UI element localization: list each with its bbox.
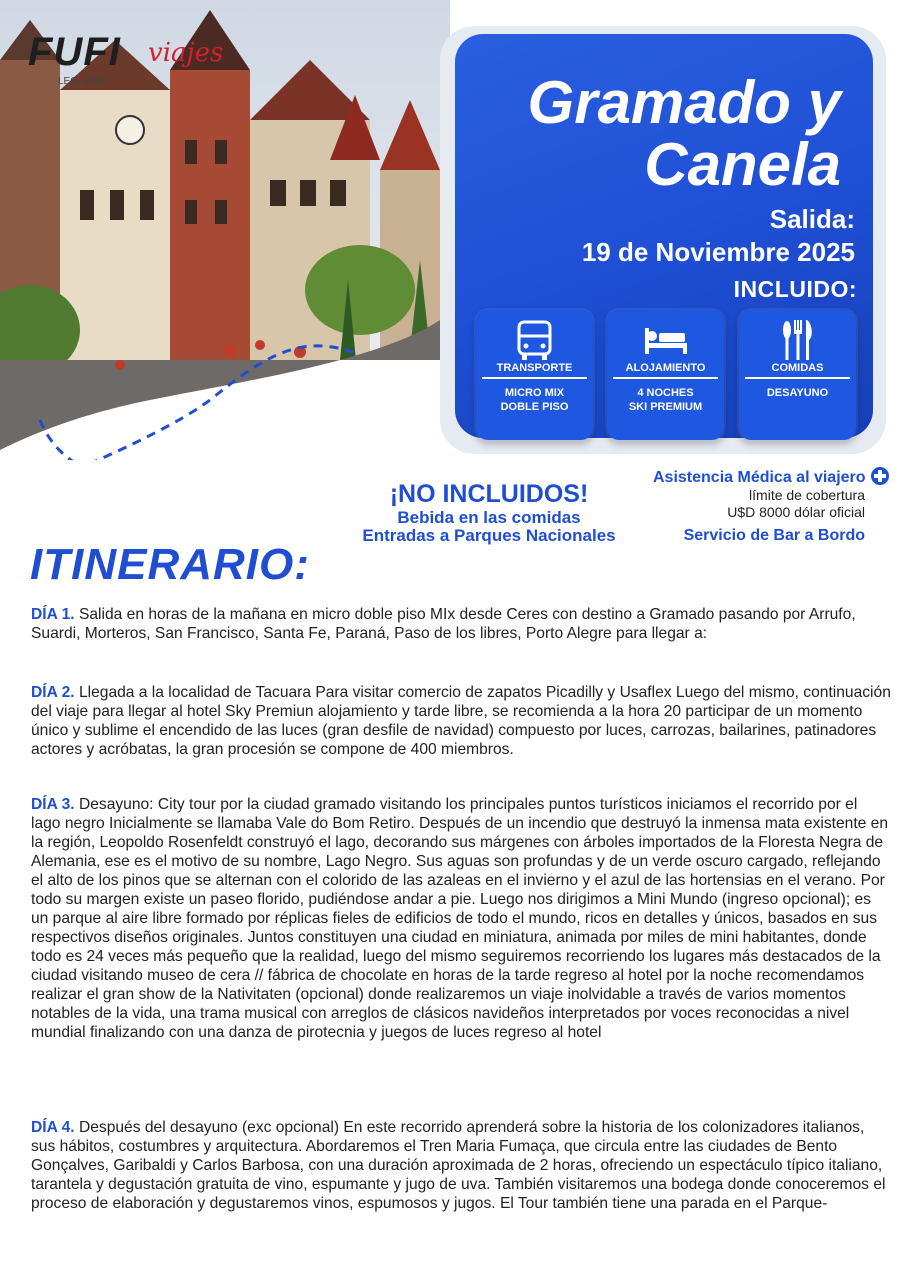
day-4-text: Después del desayuno (exc opcional) En este recorrido aprenderá sobre la historia de los colonizadores italianos, sus hábitos, costumbres y arquitectura. Abordaremos el Tren Maria Fumaça, que circula entre las ciudades de Bento Gonçalves, Garibaldi y Carlos Barbosa, con una duración aproximada de 2 horas, ofreciendo un espectáculo típico italiano, tarantela y degustación gratuita de vino, espumante y jugo de uva. También visitaremos una bodega donde conoceremos el proceso de elaboración y degustaremos vinos, espumosos y jugos. El Tour también tiene una parada en el Parque- — [31, 1119, 886, 1212]
day-4-label: DÍA 4. — [31, 1119, 75, 1136]
bus-icon — [476, 318, 593, 362]
departure-date: 19 de Noviembre 2025 — [581, 237, 855, 267]
card-meals-value — [743, 386, 852, 400]
day-3-text: Desayuno: City tour por la ciudad gramado visitando los principales puntos turísticos iniciamos el recorrido por el lago negro Inicialmente se llamaba Vale do Bom Retiro. Después de un incendio que destruyó la inmensa mata existente en la región, Leopoldo Rosenfeldt construyó el lago, decorando sus márgenes con árboles importados de la Floresta Negra de Alemania, ese es el motivo de su nombre, Lago Negro. Sus aguas son profundas y de un verde oscuro cargado, reflejando el alto de los pinos que se alternan con el colorido de las azaleas en el invierno y el azul de las hortensias en el verano. Por todo su margen existe un paseo florido, pudiéndose andar a pie. Luego nos dirigimos a Mini Mundo (ingreso opcional); es un parque al aire libre formado por réplicas fieles de edificios de todo el mundo, ricos en detalles y únicos, basados en sus respectivos diseños originales. Juntos constituyen una ciudad en miniatura, animada por miles de mini habitantes, donde todo es 24 veces más pequeño que la realidad, luego del mismo seguiremos recorriendo los lugares más destacados de la ciudad visitando museo de cera // fábrica de chocolate en horas de la tarde regreso al hotel por la noche recomendamos realizar el gran show de la Nativitaten (opcional) donde realizaremos un viaje inolvidable a través de varios momentos notables de la vida, una trama musical con arreglos de clásicos navideños interpretados por voces reconocidas a nivel mundial finalizando con una danza de pirotecnia y juegos de luces regreso al hotel — [31, 796, 889, 1041]
day-1-label: DÍA 1. — [31, 606, 75, 623]
card-transport-value-2: DOBLE PISO — [500, 401, 569, 413]
medical-assistance-title-text: Asistencia Médica al viajero — [653, 469, 866, 486]
card-meals — [739, 310, 856, 440]
day-1-text: Salida en horas de la mañana en micro doble piso MIx desde Ceres con destino a Gramado pasando por Arrufo, Suardi, Morteros, San Francisco, Santa Fe, Paraná, Paso de los libres, Porto Alegre para llegar a: — [31, 606, 856, 642]
itinerary-day-1 — [31, 605, 891, 643]
not-included-item-1: Bebida en las comidas — [397, 508, 581, 527]
card-lodging-value-2: SKI PREMIUM — [628, 401, 703, 413]
brand-name: FUFI — [28, 30, 121, 74]
bed-icon — [607, 318, 724, 362]
not-included-item-2: Entradas a Parques Nacionales — [362, 526, 616, 545]
card-lodging — [607, 310, 724, 440]
card-transport-value-1: MICRO MIX — [504, 387, 565, 399]
title-line-1: Gramado y — [527, 69, 841, 136]
medical-plus-icon — [870, 466, 890, 486]
itinerary-day-3 — [31, 795, 891, 1042]
card-meals-label: COMIDAS — [745, 362, 850, 379]
destination-title — [527, 69, 841, 198]
card-meals-value-1: DESAYUNO — [766, 387, 829, 399]
day-2-label: DÍA 2. — [31, 684, 75, 701]
included-label: INCLUIDO: — [733, 276, 857, 302]
day-3-label: DÍA 3. — [31, 796, 75, 813]
cutlery-icon — [739, 318, 856, 362]
onboard-bar-service: Servicio de Bar a Bordo — [683, 527, 865, 544]
title-line-2: Canela — [644, 131, 841, 198]
not-included-section — [330, 480, 648, 545]
medical-assistance-section — [640, 466, 890, 545]
itinerary-day-2 — [31, 683, 891, 759]
day-2-text: Llegada a la localidad de Tacuara Para visitar comercio de zapatos Picadilly y Usaflex Luego del mismo, continuación del viaje para llegar al hotel Sky Premiun alojamiento y tarde libre, se recomienda a la hora 20 participar de un momento único y sublime el encendido de las luces (gran desfile de navidad) compuesto por luces, carrozas, bailarines, patinadores actores y acróbatas, la gran procesión se compone de 400 miembros. — [31, 684, 891, 758]
brand-logo — [28, 30, 224, 87]
card-lodging-value-1: 4 NOCHES — [637, 387, 694, 399]
coverage-amount: U$D 8000 dólar oficial — [727, 504, 865, 520]
itinerary-day-4 — [31, 1118, 891, 1213]
brand-license: LEG. 9999 — [58, 76, 106, 87]
brand-script: viajes — [148, 38, 224, 68]
card-lodging-label: ALOJAMIENTO — [613, 362, 718, 379]
card-transport — [476, 310, 593, 440]
coverage-label: límite de cobertura — [749, 487, 865, 503]
medical-assistance-title — [640, 466, 890, 487]
card-transport-value — [480, 386, 589, 414]
card-lodging-value — [611, 386, 720, 414]
not-included-title: ¡NO INCLUIDOS! — [389, 480, 589, 508]
card-transport-label: TRANSPORTE — [482, 362, 587, 379]
departure-label: Salida: — [769, 204, 855, 234]
itinerary-title: ITINERARIO: — [30, 540, 310, 589]
